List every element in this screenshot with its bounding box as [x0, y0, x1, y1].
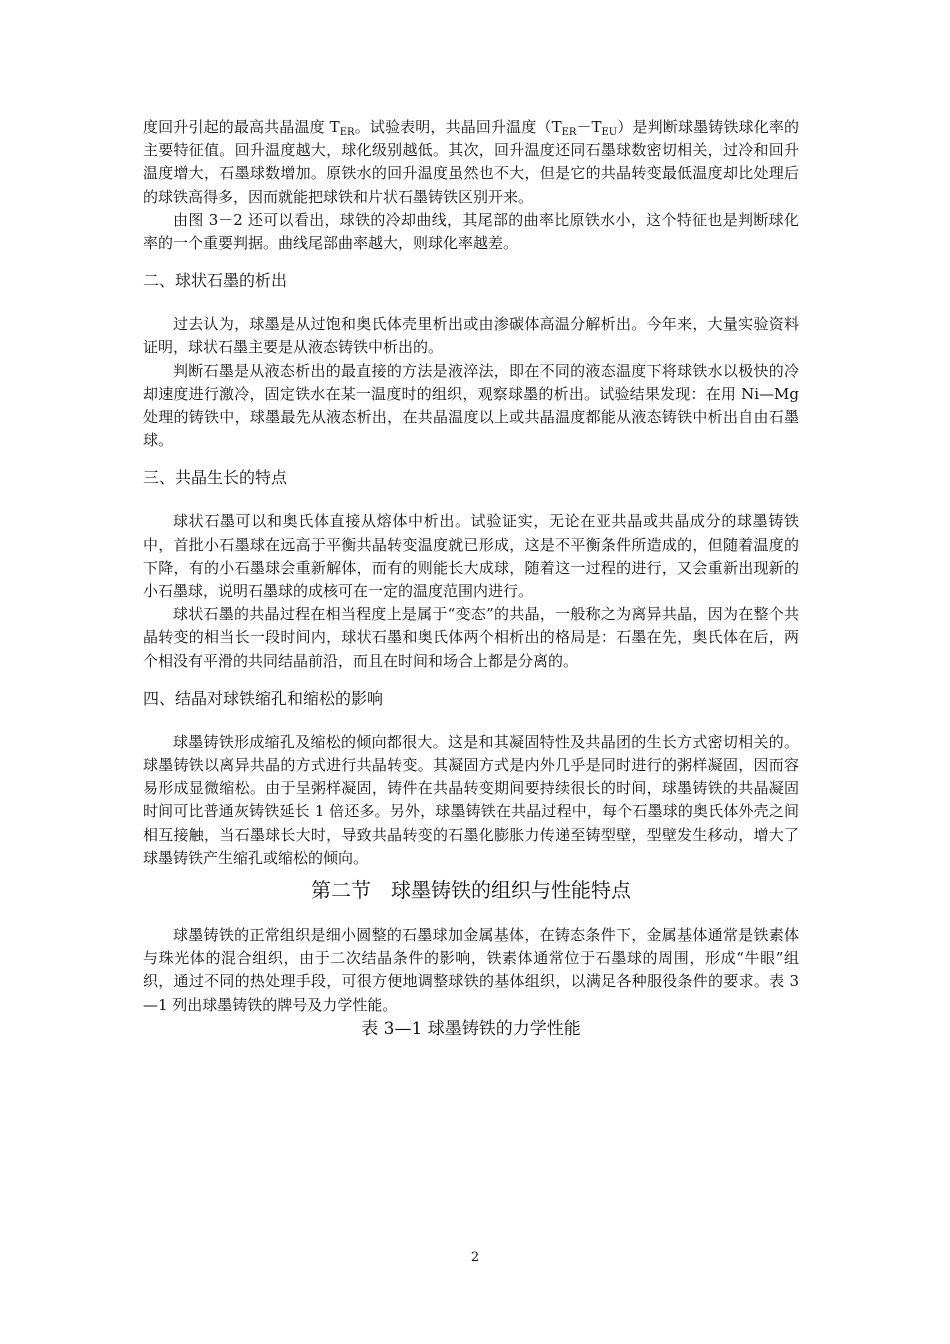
heading-shrinkage: 四、结晶对球铁缩孔和缩松的影响 — [143, 688, 384, 708]
page-content — [143, 116, 799, 1041]
paragraph: 球墨铸铁形成缩孔及缩松的倾向都很大。这是和其凝固特性及共晶团的生长方式密切相关的。球墨铸铁以离异共晶的方式进行共晶转变。其凝固方式是内外几乎是同时进行的粥样凝固，因而容易形成显微缩松。由于呈粥样凝固，铸件在共晶转变期间要持续很长的时间，球墨铸铁的共晶凝固时间可比普通灰铸铁延长 1 倍还多。另外，球墨铸铁在共晶过程中，每个石墨球的奥氏体外壳之间相互接触，当石墨球长大时，导致共晶转变的石墨化膨胀力传递至铸型壁，型壁发生移动，增大了球墨铸铁产生缩孔或缩松的倾向。 — [143, 732, 799, 867]
page-number: 2 — [470, 1250, 480, 1265]
subscript-er: ER — [561, 127, 577, 138]
text-run: ）是判断球墨铸铁球化率的主要特征值。回升温度越大，球化级别越低。其次，回升温度还同石墨球数密切相关，过冷和回升温度增大，石墨球数增加。原铁水的回升温度虽然也不大，但是它的共晶转变最低温度却比处理后的球铁高得多，因而就能把球铁和片状石墨铸铁区别开来。 — [143, 118, 799, 206]
paragraph: 判断石墨是从液态析出的最直接的方法是液淬法，即在不同的液态温度下将球铁水以极快的冷却速度进行激冷，固定铁水在某一温度时的组织，观察球墨的析出。试验结果发现：在用 Ni—Mg 处理的铸铁中，球墨最先从液态析出，在共晶温度以上或共晶温度都能从液态铸铁中析出自由石墨球。 — [143, 361, 799, 450]
heading-graphite-precipitation: 二、球状石墨的析出 — [143, 271, 288, 291]
paragraph: 过去认为，球墨是从过饱和奥氏体壳里析出或由渗碳体高温分解析出。今年来，大量实验资料证明，球状石墨主要是从液态铸铁中析出的。 — [143, 315, 799, 357]
paragraph: 球状石墨可以和奥氏体直接从熔体中析出。试验证实，无论在亚共晶或共晶成分的球墨铸铁中，首批小石墨球在远高于平衡共晶转变温度就已形成，这是不平衡条件所造成的，但随着温度的下降，有的小石墨球会重新解体，而有的则能长大成球，随着这一过程的进行，又会重新出现新的小石墨球，说明石墨球的成核可在一定的温度范围内进行。 — [143, 512, 799, 601]
text-run: 度回升引起的最高共晶温度 T — [143, 118, 340, 136]
text-run: －T — [576, 118, 602, 136]
subscript-eu: EU — [601, 127, 618, 138]
paragraph: 球状石墨的共晶过程在相当程度上是属于“变态”的共晶，一般称之为离异共晶，因为在整个共晶转变的相当长一段时间内，球状石墨和奥氏体两个相析出的格局是：石墨在先，奥氏体在后，两个相没有平滑的共同结晶前沿，而且在时间和场合上都是分离的。 — [143, 605, 799, 670]
subscript-er: ER — [339, 127, 355, 138]
paragraph-cooling-curve: 由图 3－2 还可以看出，球铁的冷却曲线，其尾部的曲率比原铁水小，这个特征也是判断球化率的一个重要判据。曲线尾部曲率越大，则球化率越差。 — [143, 210, 799, 253]
text-run: 。试验表明，共晶回升温度（T — [354, 118, 562, 136]
paragraph: 球墨铸铁的正常组织是细小圆整的石墨球加金属基体，在铸态条件下，金属基体通常是铁素体与珠光体的混合组织，由于二次结晶条件的影响，铁素体通常位于石墨球的周围，形成“牛眼”组织，通过不同的热处理手段，可很方便地调整球铁的基体组织，以满足各种服役条件的要求。表 3—1 列出球墨铸铁的牌号及力学性能。 — [143, 926, 799, 1014]
section-title: 第二节 球墨铸铁的组织与性能特点 — [311, 878, 631, 903]
table-caption: 表 3—1 球墨铸铁的力学性能 — [361, 1018, 581, 1039]
heading-eutectic-growth: 三、共晶生长的特点 — [143, 468, 288, 488]
paragraph-recalescence — [143, 116, 799, 209]
